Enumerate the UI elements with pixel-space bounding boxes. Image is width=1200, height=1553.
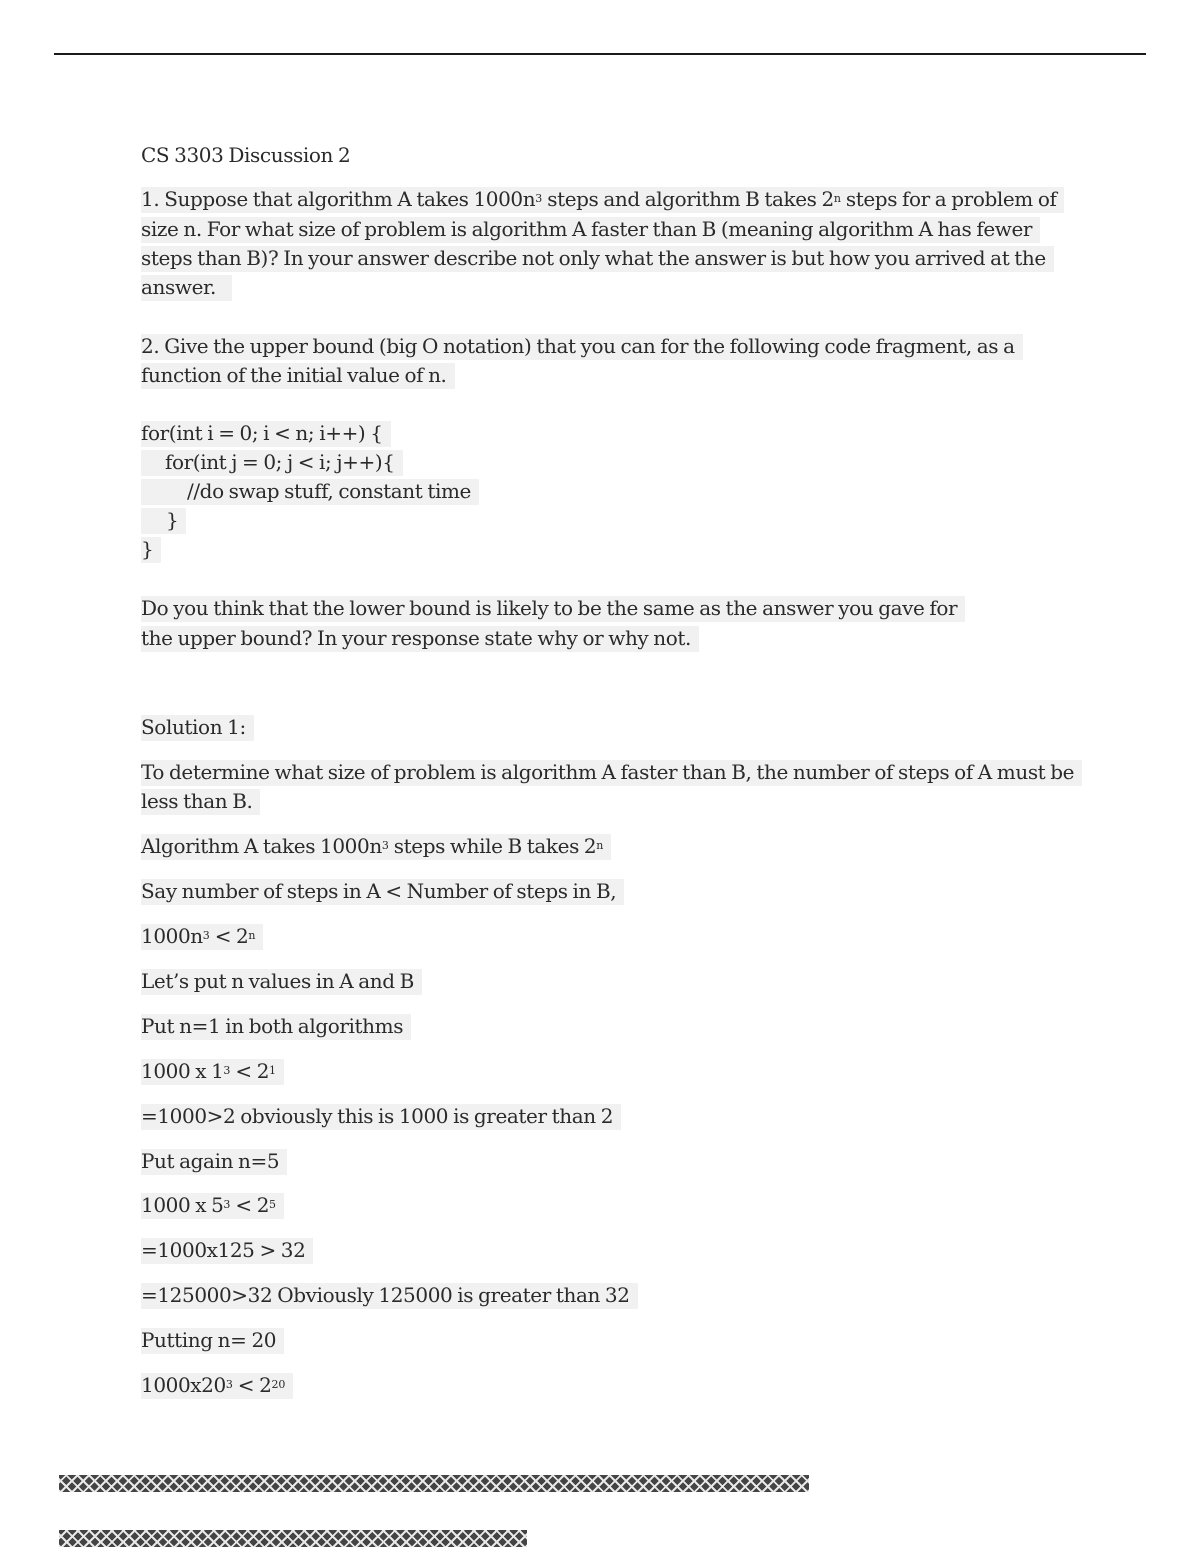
question-2-line-1: 2. Give the upper bound (big O notation) that you can for the following code fragment, as a (141, 332, 1023, 361)
redacted-text-bar (59, 1530, 527, 1547)
code-line-5: } (141, 535, 161, 564)
page-title: CS 3303 Discussion 2 (141, 143, 351, 167)
redacted-text-bar (59, 1475, 809, 1492)
question-2-line-2: function of the initial value of n. (141, 361, 455, 390)
question-1-line-3: steps than B)? In your answer describe not only what the answer is but how you arrived at the (141, 244, 1054, 273)
question-1-line-4: answer. (141, 273, 232, 302)
code-line-1: for(int i = 0; i < n; i++) { (141, 419, 391, 448)
code-line-4: } (141, 506, 186, 535)
solution-n5-result-2: =125000>32 Obviously 125000 is greater than 32 (141, 1281, 638, 1310)
solution-intro-1: To determine what size of problem is algorithm A faster than B, the number of steps of A must be (141, 758, 1082, 787)
question-1-line-2: size n. For what size of problem is algorithm A faster than B (meaning algorithm A has fewer (141, 215, 1040, 244)
solution-intro-2: less than B. (141, 787, 260, 816)
solution-n5-expression: 1000 x $5^3 < 2^5$ (141, 1191, 284, 1220)
solution-put-n20: Putting n= 20 (141, 1326, 284, 1355)
question-2-follow-up-1: Do you think that the lower bound is likely to be the same as the answer you gave for (141, 594, 965, 623)
solution-inequality: $1000n^3 < 2^n$ (141, 922, 263, 951)
code-line-2: for(int j = 0; j < i; j++){ (141, 448, 403, 477)
solution-algorithm-steps: Algorithm A takes $1000n^3$ steps while B takes 2$^n$ (141, 832, 611, 861)
solution-heading: Solution 1: (141, 713, 254, 742)
question-2-follow-up-2: the upper bound? In your response state why or why not. (141, 624, 699, 653)
solution-n20-expression: $1000x20^3 < 2^{20}$ (141, 1371, 293, 1400)
code-line-3: //do swap stuff, constant time (141, 477, 479, 506)
solution-n5-result-1: =1000x125 > 32 (141, 1236, 313, 1265)
solution-put-n1: Put n=1 in both algorithms (141, 1012, 411, 1041)
solution-put-n5: Put again n=5 (141, 1147, 287, 1176)
solution-n1-expression: 1000 x $1^3 < 2^1$ (141, 1057, 284, 1086)
solution-lets-put: Let’s put n values in A and B (141, 967, 422, 996)
solution-n1-result: =1000>2 obviously this is 1000 is greater than 2 (141, 1102, 621, 1131)
question-1-line-1: 1. Suppose that algorithm A takes $1000n^3$ steps and algorithm B takes 2$^n$ steps for a problem of (141, 185, 1064, 214)
top-rule (54, 53, 1146, 55)
solution-say: Say number of steps in A < Number of steps in B, (141, 877, 624, 906)
